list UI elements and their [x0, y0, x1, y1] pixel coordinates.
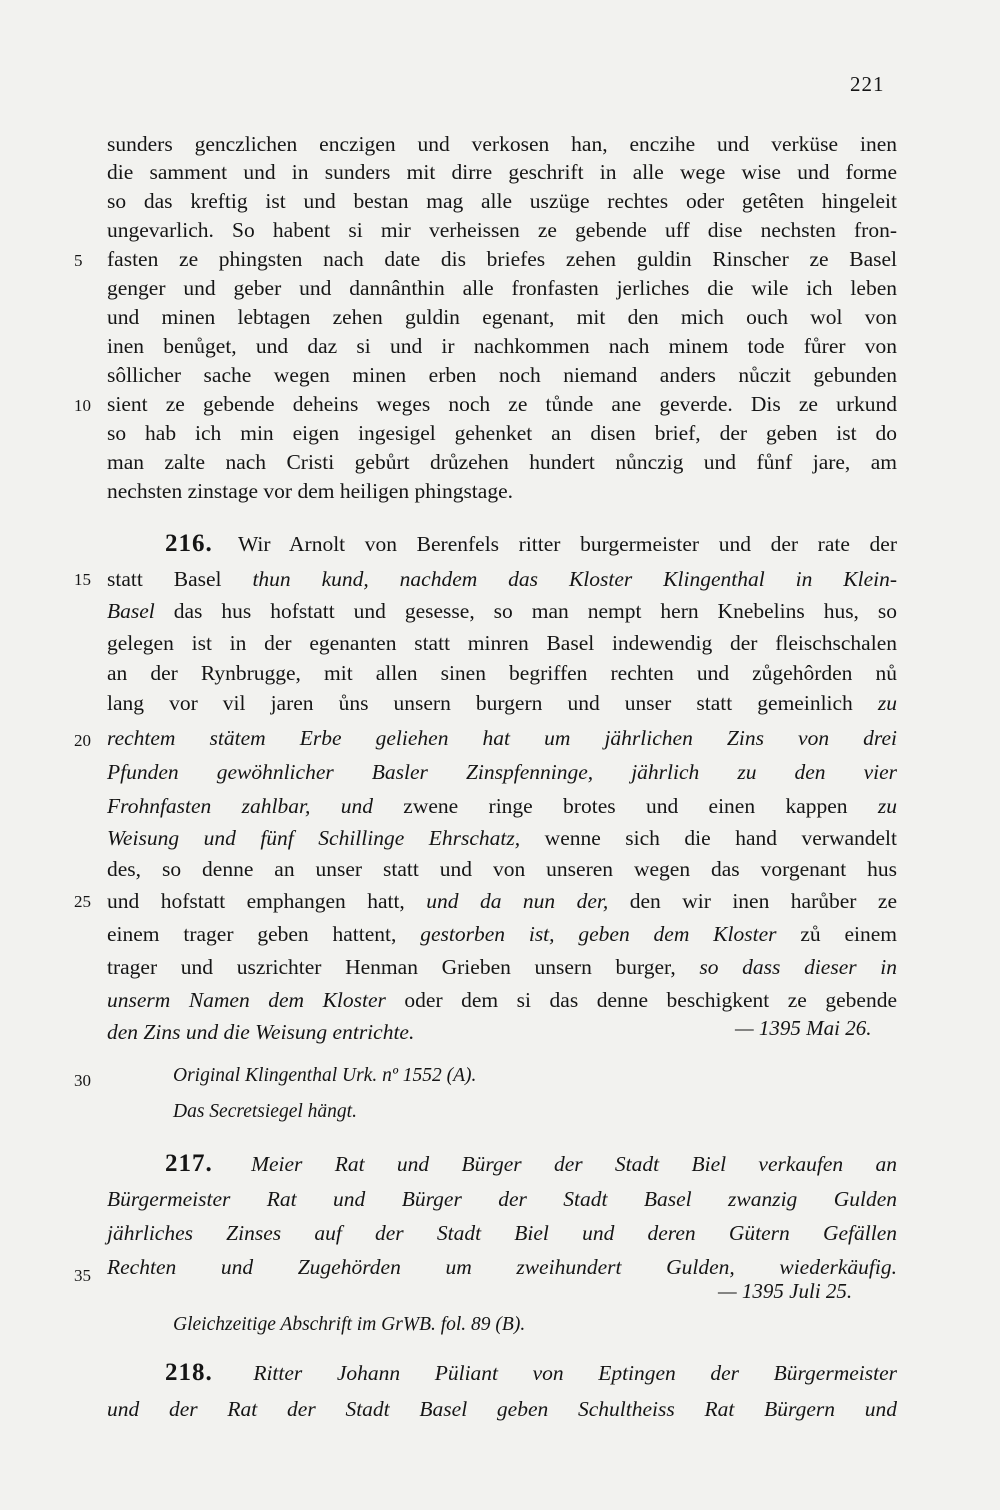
text-line: sient ze gebende deheins weges noch ze tůnde ane geverde. Dis ze urkund	[107, 392, 897, 416]
text-line: inen benůget, und daz si und ir nachkommen nach minem tode fůrer von	[107, 334, 897, 358]
text-span: zů einem	[800, 922, 898, 946]
text-line	[107, 689, 897, 717]
italic-summary: zu	[877, 691, 898, 715]
italic-summary-line: jährliches Zinses auf der Stadt Biel und deren Gütern Gefällen	[107, 1221, 897, 1245]
text-line: sôllicher sache wegen minen erben noch niemand anders nůczit gebunden	[107, 363, 897, 387]
text-span: statt Basel	[107, 567, 222, 591]
margin-line-number: 15	[74, 570, 91, 589]
italic-summary: unserm Namen dem Kloster	[107, 988, 386, 1012]
italic-summary: gestorben ist, geben dem Kloster	[420, 922, 777, 946]
italic-summary-line: und der Rat der Stadt Basel geben Schultheiss Rat Bürgern und	[107, 1397, 897, 1421]
text-line: gelegen ist in der egenanten statt minren Basel indewendig der fleischschalen	[107, 631, 897, 655]
text-line	[165, 1359, 897, 1387]
text-span: den wir inen harůber ze	[629, 889, 897, 913]
italic-summary-line: Pfunden gewöhnlicher Basler Zinspfenninge, jährlich zu den vier	[107, 760, 897, 784]
page-number: 221	[850, 72, 885, 96]
text-span: einem trager geben hattent,	[107, 922, 397, 946]
text-line	[165, 1150, 897, 1178]
text-line: die samment und in sunders mit dirre geschrift in alle wege wise und forme	[107, 160, 897, 184]
text-line: und minen lebtagen zehen guldin egenant, mit den mich ouch wol von	[107, 305, 897, 329]
text-line: ungevarlich. So habent si mir verheissen ze gebende uff dise nechsten fron-	[107, 218, 897, 242]
source-note: Gleichzeitige Abschrift im GrWB. fol. 89 (B).	[173, 1314, 526, 1335]
text-line	[107, 920, 897, 948]
text-span: lang vor vil jaren ůns unsern burgern und unser statt gemeinlich	[107, 691, 853, 715]
text-span: das hus hofstatt und gesesse, so man nempt hern Knebelins hus, so	[173, 599, 898, 623]
italic-summary: so dass dieser in	[699, 955, 898, 979]
italic-summary-line: rechtem stätem Erbe geliehen hat um jährlichen Zins von drei	[107, 726, 897, 750]
entry-number: 218.	[165, 1359, 213, 1386]
italic-summary: Frohnfasten zahlbar, und	[107, 794, 373, 818]
text-line	[107, 792, 897, 820]
text-line	[107, 953, 897, 981]
italic-summary-line: Rechten und Zugehörden um zweihundert Gulden, wiederkäufig.	[107, 1255, 897, 1279]
text-line: genger und geber und dannânthin alle fronfasten jerliches die wile ich leben	[107, 276, 897, 300]
text-span: trager und uszrichter Henman Grieben unsern burger,	[107, 955, 676, 979]
text-line: fasten ze phingsten nach date dis briefes zehen guldin Rinscher ze Basel	[107, 247, 897, 271]
entry-date: — 1395 Juli 25.	[718, 1279, 853, 1303]
seal-note: Das Secretsiegel hängt.	[173, 1101, 357, 1122]
italic-summary: zu	[877, 794, 897, 818]
text-line	[165, 530, 897, 558]
italic-summary: Basel	[107, 599, 155, 623]
text-line: so das kreftig ist und bestan mag alle uszüge rechtes oder getêten hingeleit	[107, 189, 897, 213]
text-line: so hab ich min eigen ingesigel gehenket an disen brief, der geben ist do	[107, 421, 897, 445]
entry-date: — 1395 Mai 26.	[735, 1016, 872, 1040]
entry-number: 217.	[165, 1150, 213, 1177]
text-line	[107, 824, 897, 852]
text-span: wenne sich die hand verwandelt	[544, 826, 898, 850]
margin-line-number: 10	[74, 396, 91, 415]
italic-summary: Ritter Johann Püliant von Eptingen der Bürgermeister	[253, 1361, 898, 1385]
italic-summary: Meier Rat und Bürger der Stadt Biel verkaufen an	[251, 1152, 897, 1176]
source-note: Original Klingenthal Urk. nº 1552 (A).	[173, 1065, 477, 1086]
text-line	[107, 887, 897, 915]
italic-summary: thun kund, nachdem das Kloster Klingenthal in Klein-	[252, 567, 897, 591]
margin-line-number: 25	[74, 892, 91, 911]
margin-line-number: 20	[74, 731, 91, 750]
italic-summary: und da nun der,	[426, 889, 609, 913]
italic-summary-line: den Zins und die Weisung entrichte.	[107, 1020, 415, 1044]
margin-line-number: 30	[74, 1071, 91, 1090]
entry-number: 216.	[165, 530, 213, 557]
text-span: und hofstatt emphangen hatt,	[107, 889, 405, 913]
text-line	[107, 597, 897, 625]
text-line: nechsten zinstage vor dem heiligen phingstage.	[107, 479, 513, 503]
text-line: man zalte nach Cristi gebůrt drůzehen hundert nůnczig und fůnf jare, am	[107, 450, 897, 474]
text-line	[107, 986, 897, 1014]
margin-line-number: 35	[74, 1266, 91, 1285]
text-span: oder dem si das denne beschigkent ze gebende	[404, 988, 897, 1012]
text-line: an der Rynbrugge, mit allen sinen begriffen rechten und zůgehôrden nů	[107, 661, 897, 685]
text-span: zwene ringe brotes und einen kappen	[403, 794, 848, 818]
margin-line-number: 5	[74, 251, 83, 270]
italic-summary: Weisung und fünf Schillinge Ehrschatz,	[107, 826, 521, 850]
text-line	[107, 565, 897, 593]
text-line: sunders genczlichen enczigen und verkosen han, enczihe und verküse inen	[107, 132, 897, 156]
italic-summary-line: Bürgermeister Rat und Bürger der Stadt Basel zwanzig Gulden	[107, 1187, 897, 1211]
text-span: Wir Arnolt von Berenfels ritter burgermeister und der rate der	[238, 532, 897, 556]
text-line: des, so denne an unser statt und von unseren wegen das vorgenant hus	[107, 857, 897, 881]
